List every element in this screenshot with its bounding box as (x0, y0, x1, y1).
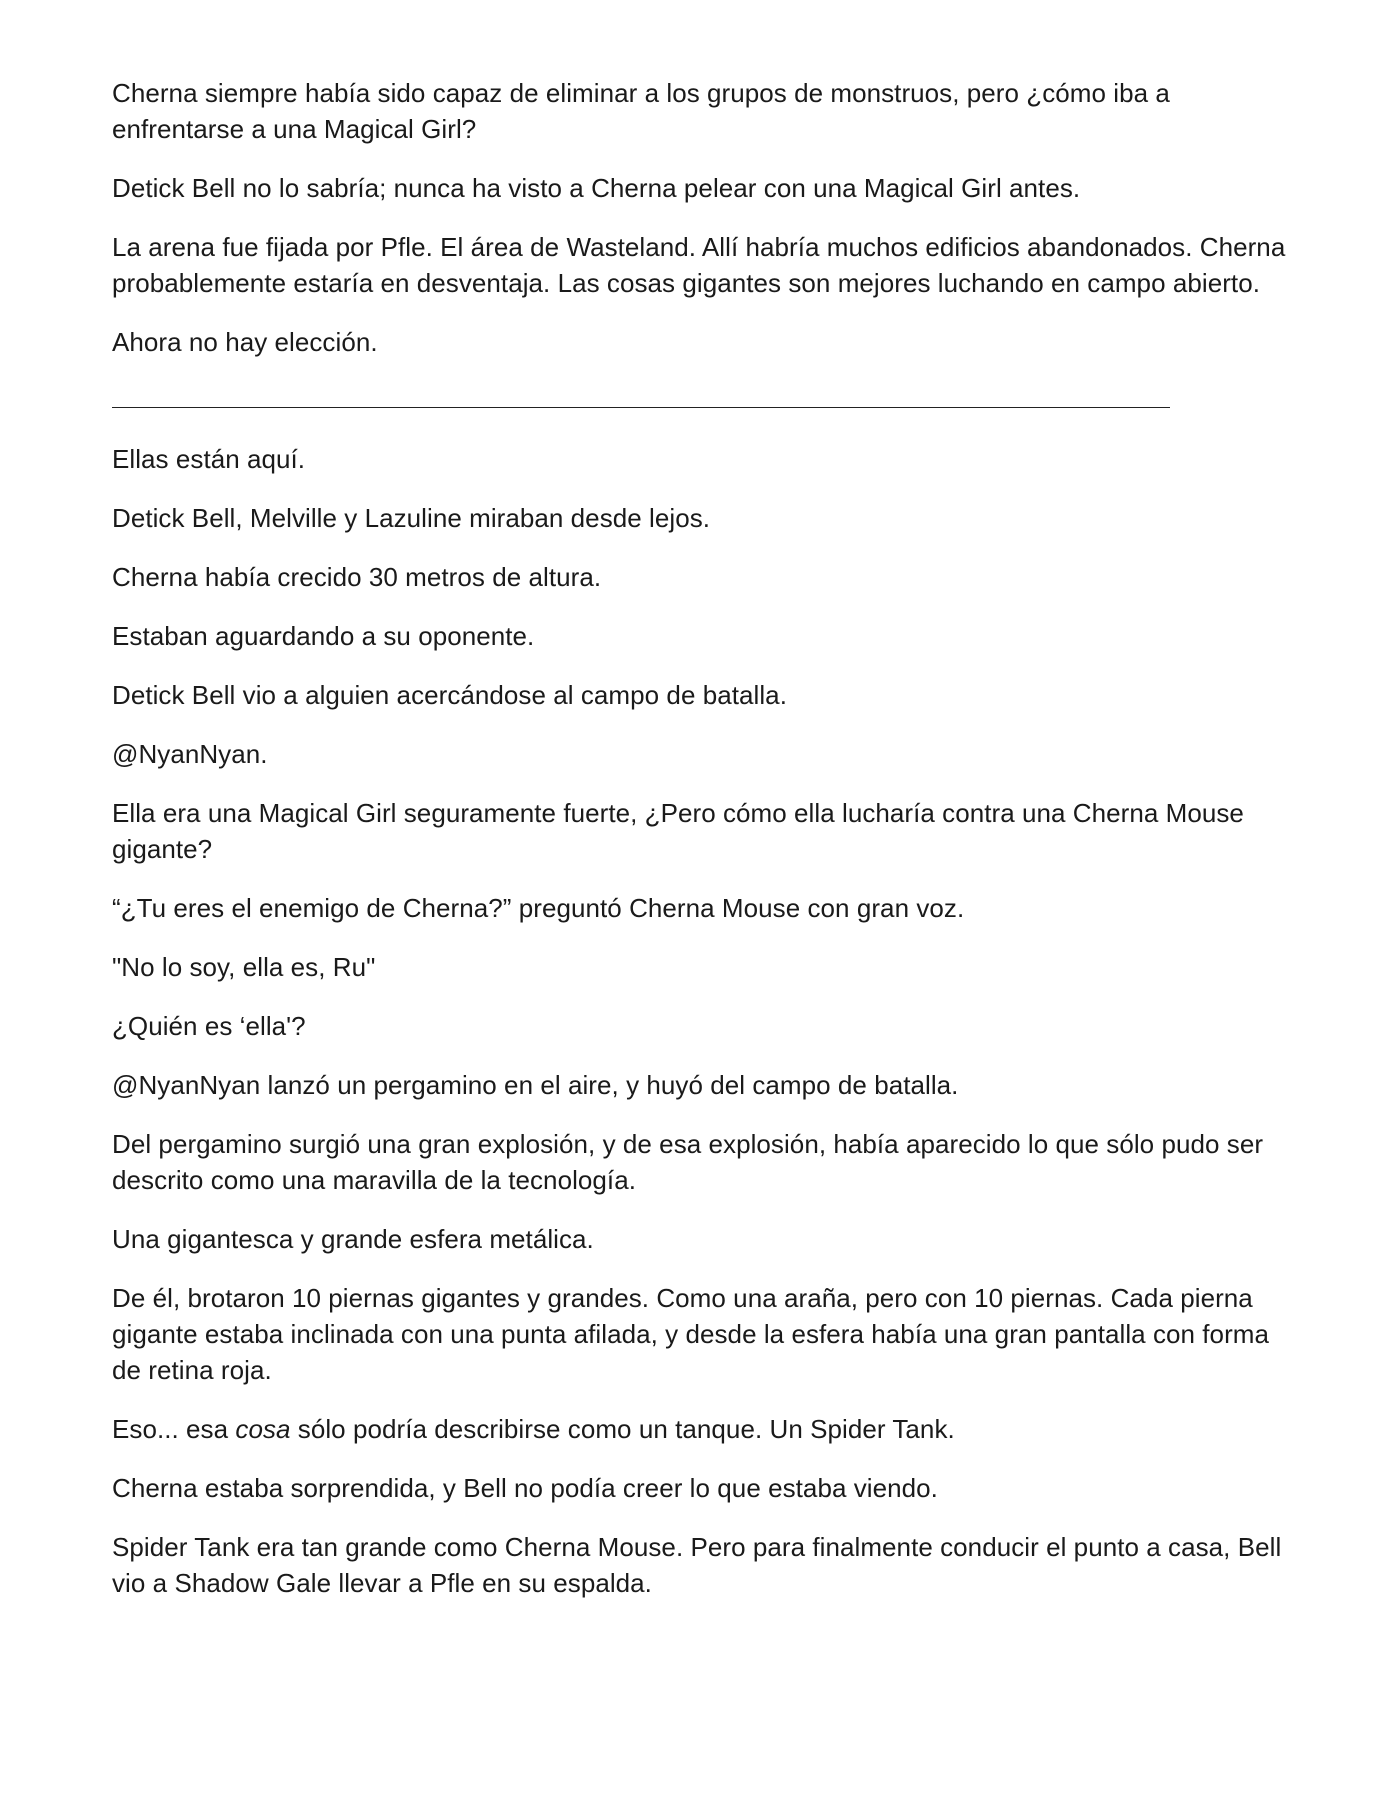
paragraph: @NyanNyan lanzó un pergamino en el aire, y huyó del campo de batalla. (112, 1070, 959, 1100)
paragraph: La arena fue fijada por Pfle. El área de Wasteland. Allí habría muchos edificios abandonados. Cherna probablemente estaría en desventaja. Las cosas gigantes son mejores luchando en campo abierto. (112, 232, 1286, 298)
italic-word: cosa (235, 1414, 291, 1444)
paragraph: “¿Tu eres el enemigo de Cherna?” preguntó Cherna Mouse con gran voz. (112, 893, 965, 923)
paragraph: Cherna había crecido 30 metros de altura. (112, 562, 602, 592)
paragraph-text: sólo podría describirse como un tanque. Un Spider Tank. (290, 1414, 955, 1444)
paragraph: Spider Tank era tan grande como Cherna Mouse. Pero para finalmente conducir el punto a casa, Bell vio a Shadow Gale llevar a Pfle en su espalda. (112, 1532, 1282, 1598)
paragraph: Una gigantesca y grande esfera metálica. (112, 1224, 594, 1254)
paragraph-text: Eso... esa (112, 1414, 236, 1444)
paragraph: Detick Bell vio a alguien acercándose al campo de batalla. (112, 680, 787, 710)
paragraph: Ellas están aquí. (112, 444, 306, 474)
paragraph: Estaban aguardando a su oponente. (112, 621, 535, 651)
paragraph-with-italic (112, 1411, 1290, 1447)
paragraph: Detick Bell no lo sabría; nunca ha visto a Cherna pelear con una Magical Girl antes. (112, 173, 1081, 203)
paragraph: De él, brotaron 10 piernas gigantes y grandes. Como una araña, pero con 10 piernas. Cada pierna gigante estaba inclinada con una punta afilada, y desde la esfera había una gran pantalla con forma de retina roja. (112, 1283, 1269, 1385)
paragraph: Ella era una Magical Girl seguramente fuerte, ¿Pero cómo ella lucharía contra una Cherna Mouse gigante? (112, 798, 1244, 864)
paragraph: Detick Bell, Melville y Lazuline miraban desde lejos. (112, 503, 711, 533)
paragraph: @NyanNyan. (112, 739, 268, 769)
paragraph: "No lo soy, ella es, Ru" (112, 952, 376, 982)
paragraph: Ahora no hay elección. (112, 327, 378, 357)
paragraph: Cherna estaba sorprendida, y Bell no podía creer lo que estaba viendo. (112, 1473, 938, 1503)
paragraph: Cherna siempre había sido capaz de eliminar a los grupos de monstruos, pero ¿cómo iba a enfrentarse a una Magical Girl? (112, 78, 1170, 144)
paragraph: ¿Quién es ‘ella'? (112, 1011, 306, 1041)
section-divider (112, 407, 1170, 408)
paragraph: Del pergamino surgió una gran explosión, y de esa explosión, había aparecido lo que sólo pudo ser descrito como una maravilla de la tecnología. (112, 1129, 1264, 1195)
